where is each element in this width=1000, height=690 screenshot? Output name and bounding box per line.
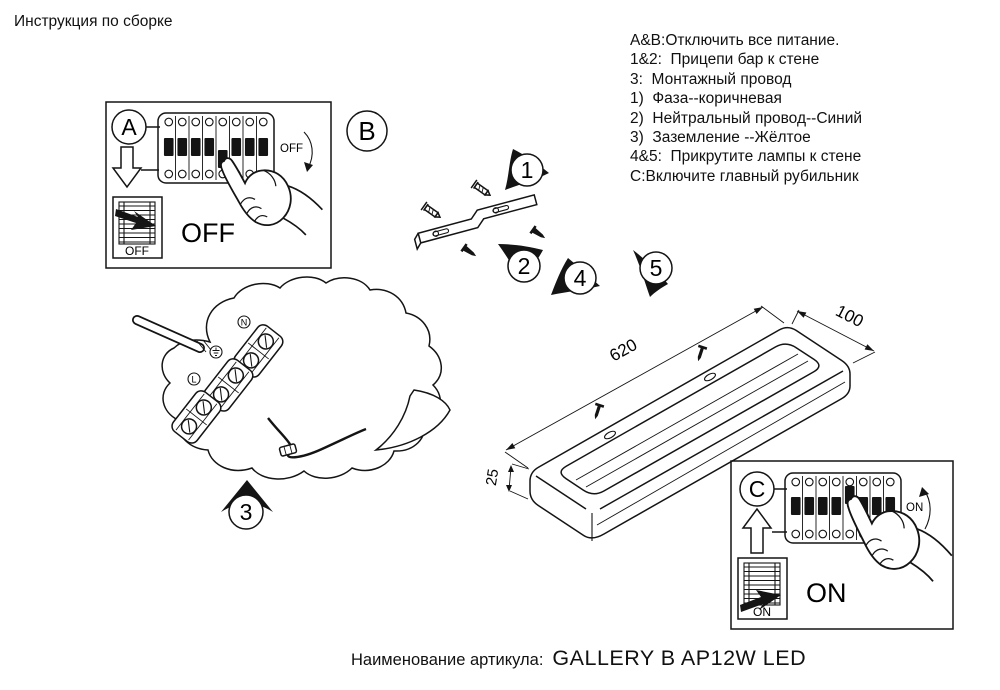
breaker-on-label: ON bbox=[906, 502, 924, 514]
screw-icon bbox=[471, 180, 493, 199]
wiring-cloud bbox=[137, 277, 450, 479]
step-3-badge bbox=[221, 480, 273, 529]
screw-icon bbox=[591, 403, 605, 421]
instruction-line: 3: Монтажный провод bbox=[630, 70, 792, 88]
instruction-line: A&B:Отключить все питание. bbox=[630, 32, 840, 49]
step-4-badge bbox=[551, 258, 600, 295]
instruction-line: 1) Фаза--коричневая bbox=[630, 90, 782, 108]
instruction-line: 2) Нейтральный провод--Синий bbox=[630, 109, 863, 127]
anchor-icon bbox=[460, 243, 478, 260]
on-label-big: ON bbox=[806, 578, 847, 608]
step-5-label: 5 bbox=[649, 255, 663, 281]
label-neutral: N bbox=[240, 317, 248, 328]
dim-100-label: 100 bbox=[832, 301, 867, 332]
page-title: Инструкция по сборке bbox=[14, 13, 173, 30]
step-3-label: 3 bbox=[239, 499, 253, 525]
instruction-line: 3) Заземление --Жёлтое bbox=[630, 129, 811, 147]
step-2-label: 2 bbox=[517, 253, 531, 279]
down-arrow-icon bbox=[113, 147, 141, 187]
screw-icon bbox=[694, 345, 708, 363]
pointing-hand-icon bbox=[840, 469, 958, 602]
step-4-label: 4 bbox=[573, 265, 587, 291]
step-1-label: 1 bbox=[520, 157, 534, 183]
panel-c bbox=[731, 461, 958, 629]
meter-on-label: ON bbox=[753, 605, 771, 619]
panel-a bbox=[106, 102, 331, 268]
up-arrow-icon bbox=[743, 509, 771, 553]
step-b-badge bbox=[347, 111, 387, 151]
screw-icon bbox=[421, 202, 443, 221]
footer bbox=[351, 646, 806, 671]
off-label-big: OFF bbox=[181, 218, 235, 248]
meter-inset-a bbox=[113, 197, 162, 258]
instruction-line: 1&2: Прицепи бар к стене bbox=[630, 51, 820, 69]
step-2-badge bbox=[498, 244, 543, 282]
label-line: L bbox=[191, 374, 197, 385]
step-c-label: C bbox=[748, 476, 766, 502]
step-b-label: B bbox=[358, 116, 376, 146]
breaker-off-label: OFF bbox=[280, 143, 303, 155]
instruction-line: 4&5: Прикрутите лампы к стене bbox=[630, 148, 862, 166]
cloud-outline bbox=[162, 277, 441, 479]
instruction-line: C:Включите главный рубильник bbox=[630, 167, 859, 185]
meter-off-label: OFF bbox=[125, 244, 149, 258]
rotate-down-arrow-icon bbox=[304, 132, 313, 172]
step-1-badge bbox=[505, 149, 549, 190]
meter-inset-c bbox=[738, 558, 787, 619]
dim-25 bbox=[483, 464, 529, 499]
step-5-badge bbox=[633, 250, 672, 297]
anchor-icon bbox=[529, 225, 547, 242]
article-name: GALLERY B AP12W LED bbox=[552, 646, 807, 670]
dim-25-label: 25 bbox=[482, 467, 503, 487]
footer-label: Наименование артикула: bbox=[351, 651, 544, 669]
bar-silhouette bbox=[530, 328, 850, 538]
dim-620-label: 620 bbox=[606, 335, 641, 366]
step-a-label: A bbox=[121, 114, 137, 140]
